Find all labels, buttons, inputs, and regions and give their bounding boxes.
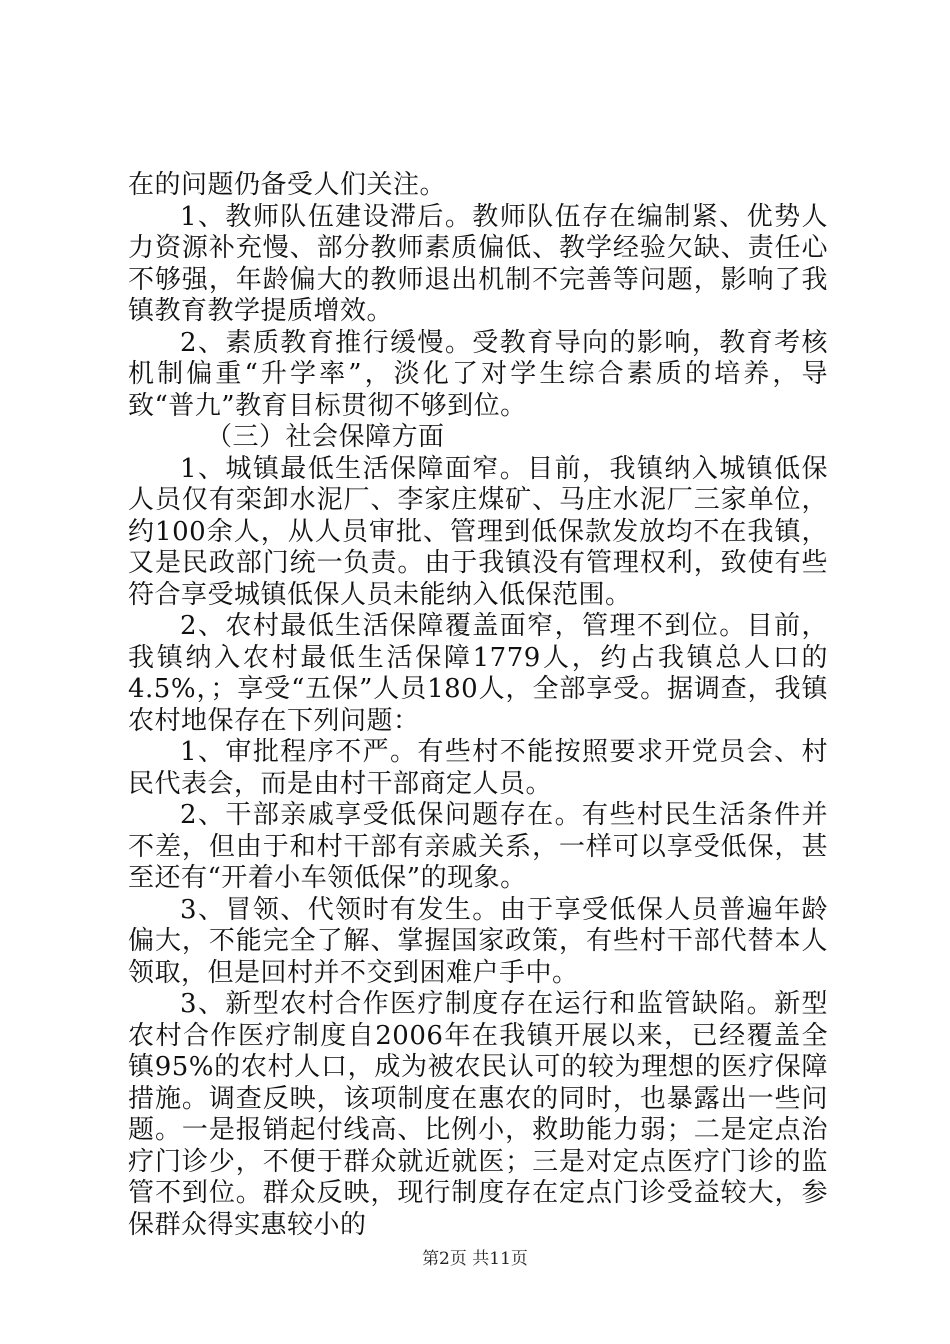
paragraph-rural-cooperative-medical: 3、新型农村合作医疗制度存在运行和监管缺陷。新型农村合作医疗制度自2006年在我镇开展以来，已经覆盖全镇95%的农村人口，成为被农民认可的较为理想的医疗保障措施。调查反映，该项制度在惠农的同时，也暴露出一些问题。一是报销起付线高、比例小，救助能力弱；二是定点治疗门诊少，不便于群众就近就医；三是对定点医疗门诊的监管不到位。群众反映，现行制度存在定点门诊受益较大，参保群众得实惠较小的 <box>128 989 828 1240</box>
paragraph-false-claims: 3、冒领、代领时有发生。由于享受低保人员普遍年龄偏大，不能完全了解、掌握国家政策，有些村干部代替本人领取，但是回村并不交到困难户手中。 <box>128 894 828 988</box>
paragraph-quality-education: 2、素质教育推行缓慢。受教育导向的影响，教育考核机制偏重“升学率”，淡化了对学生综合素质的培养，导致“普九”教育目标贯彻不够到位。 <box>128 327 828 421</box>
section-heading-social-security: （三）社会保障方面 <box>206 422 445 452</box>
page-footer: 第2页 共11页 <box>422 1249 528 1269</box>
paragraph-urban-minimum-living: 1、城镇最低生活保障面窄。目前，我镇纳入城镇低保人员仅有栾卸水泥厂、李家庄煤矿、马庄水泥厂三家单位，约100余人，从人员审批、管理到低保款发放均不在我镇，又是民政部门统一负责。由于我镇没有管理权利，致使有些符合享受城镇低保人员未能纳入低保范围。 <box>128 453 828 610</box>
paragraph-continuation: 在的问题仍备受人们关注。 <box>128 170 447 200</box>
paragraph-teacher-team: 1、教师队伍建设滞后。教师队伍存在编制紧、优势人力资源补充慢、部分教师素质偏低、教学经验欠缺、责任心不够强，年龄偏大的教师退出机制不完善等问题，影响了我镇教育教学提质增效。 <box>128 201 828 326</box>
document-body <box>128 170 828 1241</box>
paragraph-approval-procedure: 1、审批程序不严。有些村不能按照要求开党员会、村民代表会，而是由村干部商定人员。 <box>128 737 828 799</box>
paragraph-cadre-relatives: 2、干部亲戚享受低保问题存在。有些村民生活条件并不差，但由于和村干部有亲戚关系，一样可以享受低保，甚至还有“开着小车领低保”的现象。 <box>128 800 828 893</box>
paragraph-rural-minimum-living: 2、农村最低生活保障覆盖面窄，管理不到位。目前，我镇纳入农村最低生活保障1779人，约占我镇总人口的4.5%，；享受“五保”人员180人，全部享受。据调查，我镇农村地保存在下列问题： <box>128 611 828 736</box>
